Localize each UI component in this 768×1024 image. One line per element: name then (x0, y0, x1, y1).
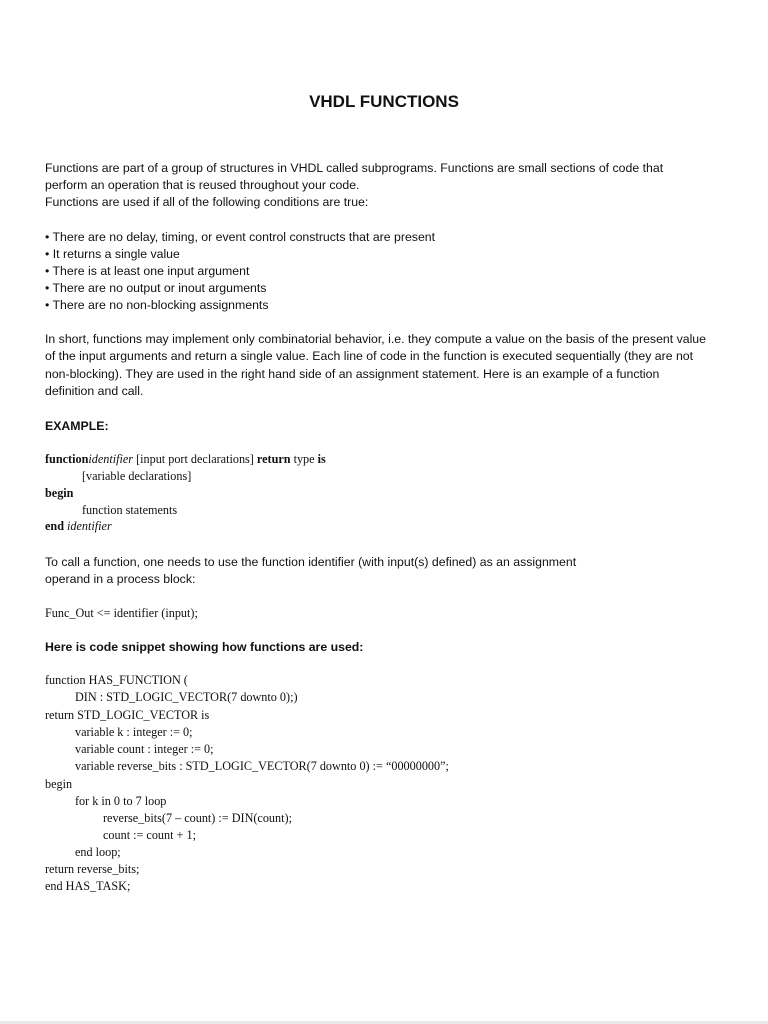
code-line: begin (45, 777, 73, 791)
page-title: VHDL FUNCTIONS (309, 92, 459, 111)
example-heading: EXAMPLE: (45, 419, 109, 433)
condition-item: • There are no output or inout arguments (45, 281, 267, 295)
keyword-end: end (45, 519, 64, 533)
summary-line: In short, functions may implement only combinatorial behavior, i.e. they compute a value on the basis of the present value (45, 332, 706, 346)
summary-line: definition and call. (45, 384, 144, 398)
call-text-line: To call a function, one needs to use the function identifier (with input(s) defined) as an assignment (45, 555, 577, 569)
keyword-begin: begin (45, 486, 74, 500)
condition-item: • There are no delay, timing, or event control constructs that are present (45, 230, 436, 244)
condition-item: • There are no non-blocking assignments (45, 298, 269, 312)
code-line: return reverse_bits; (45, 862, 140, 876)
intro-line: Functions are used if all of the following conditions are true: (45, 195, 369, 209)
syntax-line-function (45, 451, 326, 468)
code-line: end loop; (75, 845, 121, 859)
condition-item: • There is at least one input argument (45, 264, 250, 278)
syntax-ports: [input port declarations] (133, 452, 257, 466)
code-line: variable count : integer := 0; (75, 742, 214, 756)
code-line: count := count + 1; (103, 828, 196, 842)
syntax-end-identifier: identifier (67, 519, 112, 533)
syntax-type: type (290, 452, 318, 466)
code-line: reverse_bits(7 – count) := DIN(count); (103, 811, 292, 825)
code-line: variable reverse_bits : STD_LOGIC_VECTOR(7 downto 0) := “00000000”; (75, 759, 449, 773)
keyword-is: is (317, 452, 326, 466)
summary-line: of the input arguments and return a single value. Each line of code in the function is executed sequentially (they are not (45, 349, 694, 363)
code-line: return STD_LOGIC_VECTOR is (45, 708, 210, 722)
code-line: function HAS_FUNCTION ( (45, 673, 188, 687)
intro-line: Functions are part of a group of structures in VHDL called subprograms. Functions are small sections of code that (45, 161, 664, 175)
intro-line: perform an operation that is reused throughout your code. (45, 178, 360, 192)
syntax-identifier: identifier (88, 452, 134, 466)
summary-line: non-blocking). They are used in the right hand side of an assignment statement. Here is an example of a function (45, 367, 660, 381)
condition-item: • It returns a single value (45, 247, 180, 261)
code-line: end HAS_TASK; (45, 879, 131, 893)
syntax-var-decl: [variable declarations] (82, 469, 192, 483)
keyword-function: function (45, 452, 89, 466)
call-example: Func_Out <= identifier (input); (45, 606, 198, 620)
keyword-return: return (256, 452, 291, 466)
syntax-statements: function statements (82, 503, 178, 517)
call-text-line: operand in a process block: (45, 572, 196, 586)
syntax-line-end (45, 518, 112, 535)
code-line: variable k : integer := 0; (75, 725, 193, 739)
snippet-heading: Here is code snippet showing how functions are used: (45, 640, 364, 654)
code-line: DIN : STD_LOGIC_VECTOR(7 downto 0);) (75, 690, 298, 704)
code-line: for k in 0 to 7 loop (75, 794, 167, 808)
